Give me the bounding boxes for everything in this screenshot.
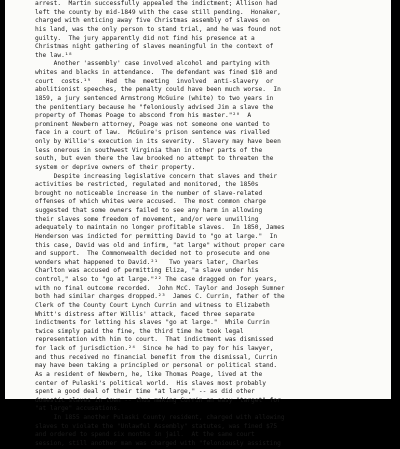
- text-line: for lack of jurisdiction.²⁴ Since he had to pay for his lawyer,: [35, 345, 274, 352]
- text-line: In 1855 another Pulaski County resident, charged with allowing: [35, 414, 285, 421]
- text-line: guilty. The jury apparently did not find his presence at a: [35, 34, 255, 42]
- document-page: [5, 0, 391, 447]
- text-line: only by Willie's execution in its severity. Slavery may have been: [35, 138, 281, 145]
- text-line: session, still another man was charged with "feloniously assisting: [35, 439, 281, 447]
- text-line: Whitt's distress after Willis' attack, faced three separate: [35, 310, 255, 318]
- text-line: activities be restricted, regulated and monitored, the 1850s: [35, 181, 259, 189]
- text-line: their slaves some freedom of movement, and/or were unwilling: [35, 215, 259, 223]
- text-line: brought no noticeable increase in the number of slave-related: [35, 189, 263, 197]
- text-line: center of Pulaski's political world. His slaves most probably: [35, 379, 266, 387]
- text-line: his land, was the only person to stand trial, and he was found not: [35, 25, 281, 33]
- text-line: offenses of which whites were accused. The most common charge: [35, 198, 266, 206]
- text-line: control," also to "go at large."²² The case dragged on for years,: [35, 276, 278, 283]
- text-line: domestic slaves in town -- thus making Currin an easy "target" for: [35, 396, 281, 404]
- text-line: prominent Newbern attorney, Poage was not someone one wanted to: [35, 120, 270, 128]
- text-line: this case, David was old and infirm, "at large" without proper care: [35, 241, 285, 249]
- text-line: Clerk of the County Court Lynch Currin and witness to Elizabeth: [35, 301, 270, 309]
- text-line: adequately to maintain no longer profitable slaves. In 1850, James: [35, 224, 285, 232]
- text-line: the law.¹⁸: [35, 51, 73, 59]
- text-line: and ordered to spend six months in jail. At the same court: [35, 431, 255, 439]
- text-line: both had similar charges dropped.²³ James C. Currin, father of the: [35, 293, 285, 301]
- text-line: As a resident of Newbern, he, like Thomas Poage, lived at the: [35, 370, 263, 378]
- text-line: and thus received no financial benefit from the dismissal, Currin: [35, 353, 278, 361]
- text-line: suggested that some owners failed to see any harm in allowing: [35, 207, 263, 214]
- text-line: may have been taking a principled or personal or political stand.: [35, 362, 278, 370]
- text-line: court costs.¹⁹ Had the meeting involved anti-slavery or: [35, 77, 274, 85]
- text-line: south, but even there the law brooked no attempt to threaten the: [35, 155, 274, 163]
- text-line: twice simply paid the fine, the third time he took legal: [35, 327, 244, 335]
- document-body-text: [35, 0, 385, 449]
- text-line: less onerous in southwest Virginia than in other parts of the: [35, 146, 263, 154]
- text-line: indictments for letting his slaves "go at large." While Currin: [35, 319, 270, 327]
- text-line: with no final outcome recorded. John McC. Taylor and Joseph Sumner: [35, 284, 285, 292]
- text-line: Christmas night gathering of slaves meaningful in the context of: [35, 43, 274, 51]
- text-line: wonders what happened to David.²¹ Two years later, Charles: [35, 258, 259, 266]
- text-line: Another 'assembly' case involved alcohol and partying with: [35, 60, 270, 68]
- text-line: arrest. Martin successfully appealed the indictment; Allison had: [35, 0, 278, 7]
- text-line: whites and blacks in attendance. The defendant was fined $10 and: [35, 69, 278, 76]
- text-line: left the county by mid-1849 with the case still pending. Honaker,: [35, 8, 281, 16]
- text-line: face in a court of law. McGuire's prison sentence was rivalled: [35, 129, 270, 137]
- text-line: charged with enticing away five Christmas assembly of slaves on: [35, 17, 270, 25]
- text-line: the penitentiary because he "feloniously advised Jim a slave the: [35, 103, 274, 111]
- text-line: property of Thomas Poage to abscond from his master."²⁰ A: [35, 112, 252, 120]
- text-line: and support. The Commonwealth decided not to prosecute and one: [35, 250, 270, 258]
- text-line: slaves to violate the "Unlawful Assembly" statutes, was fined $75: [35, 422, 278, 430]
- text-line: representation with him to court. That indictment was dismissed: [35, 336, 274, 344]
- text-line: Despite increasing legislative concern that slaves and their: [35, 172, 278, 180]
- text-line: Henderson was indicted for permitting David to "go at large." In: [35, 232, 278, 240]
- text-line: "at large" accusations.: [35, 405, 121, 413]
- text-line: abolitionist speeches, the penalty could have been much worse. In: [35, 86, 281, 94]
- text-line: 1859, a jury sentenced Armstrong McGuire (white) to two years in: [35, 94, 274, 102]
- text-line: spent a good deal of their time "at large," -- as did other: [35, 388, 255, 396]
- text-line: Charlton was accused of permitting Eliza, "a slave under his: [35, 267, 259, 275]
- text-line: system or deprive owners of their property.: [35, 163, 196, 171]
